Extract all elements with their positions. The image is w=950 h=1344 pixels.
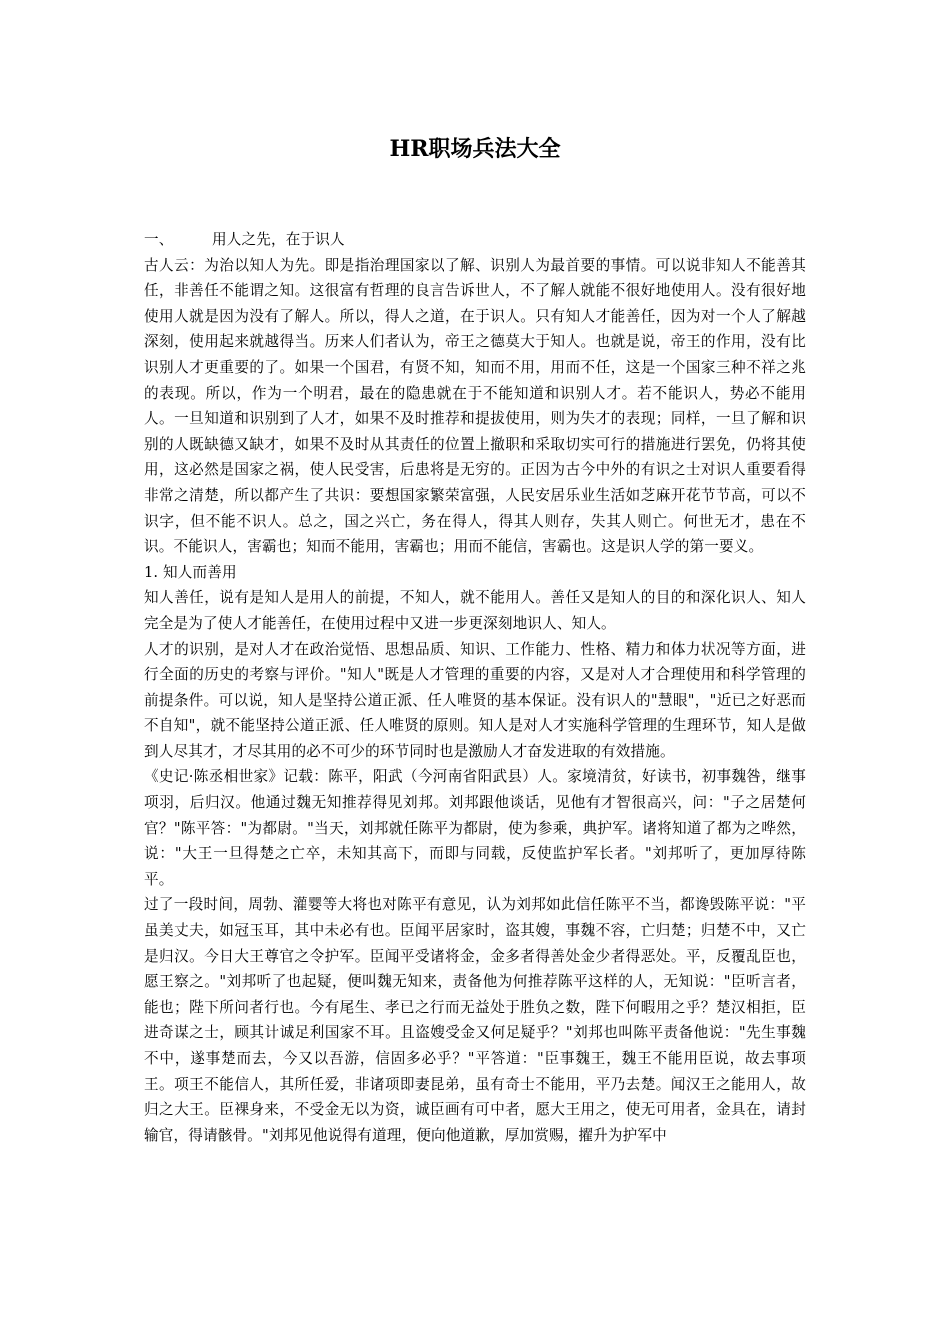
paragraph: 过了一段时间，周勃、灌婴等大将也对陈平有意见，认为刘邦如此信任陈平不当，都谗毁陈平说："平虽美丈夫，如冠玉耳，其中未必有也。臣闻平居家时，盗其嫂，事魏不容，亡归楚；归楚不中，又亡是归汉。今日大王尊官之令护军。臣闻平受诸将金，金多者得善处金少者得恶处。平，反覆乱臣也，愿王察之。"刘邦听了也起疑，便叫魏无知来，责备他为何推荐陈平这样的人，无知说："臣听言者，能也；陛下所问者行也。今有尾生、孝已之行而无益处于胜负之数，陛下何暇用之乎？楚汉相拒，臣进奇谋之士，顾其计诚足利国家不耳。且盗嫂受金又何足疑乎？"刘邦也叫陈平责备他说："先生事魏不中，遂事楚而去，今又以吾游，信固多必乎？"平答道："臣事魏王，魏王不能用臣说，故去事项王。项王不能信人，其所任爱，非诸项即妻昆弟，虽有奇士不能用，平乃去楚。闻汉王之能用人，故归之大王。臣裸身来，不受金无以为资，诚臣画有可中者，愿大王用之，使无可用者，金具在，请封输官，得请骸骨。"刘邦见他说得有道理，便向他道歉，厚加赏赐，擢升为护军中 <box>144 896 806 1144</box>
paragraph: 知人善任，说有是知人是用人的前提，不知人，就不能用人。善任又是知人的目的和深化识人、知人完全是为了使人才能善任，在使用过程中又进一步更深刻地识人、知人。 <box>144 589 806 632</box>
paragraph: 人才的识别，是对人才在政治觉悟、思想品质、知识、工作能力、性格、精力和体力状况等方面，进行全面的历史的考察与评价。"知人"既是人才管理的重要的内容，又是对人才合理使用和科学管理的前提条件。可以说，知人是坚持公道正派、任人唯贤的基本保证。没有识人的"慧眼"，"近已之好恶而不自知"，就不能坚持公道正派、任人唯贤的原则。知人是对人才实施科学管理的生理环节，知人是做到人尽其才，才尽其用的必不可少的环节同时也是激励人才奋发进取的有效措施。 <box>144 640 806 760</box>
paragraph: 古人云：为治以知人为先。即是指治理国家以了解、识别人为最首要的事情。可以说非知人不能善其任，非善任不能谓之知。这很富有哲理的良言告诉世人，不了解人就能不很好地使用人。没有很好地使用人就是因为没有了解人。所以，得人之道，在于识人。只有知人才能善任，因为对一个人了解越深刻，使用起来就越得当。历来人们者认为，帝王之德莫大于知人。也就是说，帝王的作用，没有比识别人才更重要的了。如果一个国君，有贤不知，知而不用，用而不任，这是一个国家三种不祥之兆的表现。所以，作为一个明君，最在的隐患就在于不能知道和识别人才。若不能识人，势必不能用人。一旦知道和识别到了人才，如果不及时推荐和提拔使用，则为失才的表现；同样，一旦了解和识别的人既缺德又缺才，如果不及时从其责任的位置上撤职和采取切实可行的措施进行罢免，仍将其使用，这必然是国家之祸，使人民受害，后患将是无穷的。正因为古今中外的有识之士对识人重要看得非常之清楚，所以都产生了共识：要想国家繁荣富强，人民安居乐业生活如芝麻开花节节高，可以不识字，但不能不识人。总之，国之兴亡，务在得人，得其人则存，失其人则亡。何世无才，患在不识。不能识人，害霸也；知而不能用，害霸也；用而不能信，害霸也。这是识人学的第一要义。 <box>144 256 806 556</box>
paragraph: 《史记·陈丞相世家》记载：陈平，阳武（今河南省阳武县）人。家境清贫，好读书，初事魏咎，继事项羽，后归汉。他通过魏无知推荐得见刘邦。刘邦跟他谈话，见他有才智很高兴，问："子之居楚何官？"陈平答："为都尉。"当天，刘邦就任陈平为都尉，使为参乘，典护军。诸将知道了都为之哗然，说："大王一旦得楚之亡卒，未知其高下，而即与同载，反使监护军长者。"刘邦听了，更加厚待陈平。 <box>144 768 806 888</box>
subsection-heading: 1. 知人而善用 <box>144 563 237 581</box>
section-heading-text: 用人之先，在于识人 <box>212 231 345 248</box>
section-heading <box>144 227 806 253</box>
document-title: HR职场兵法大全 <box>389 136 561 162</box>
document-body <box>144 227 806 1148</box>
section-number: 一、 <box>144 231 174 248</box>
